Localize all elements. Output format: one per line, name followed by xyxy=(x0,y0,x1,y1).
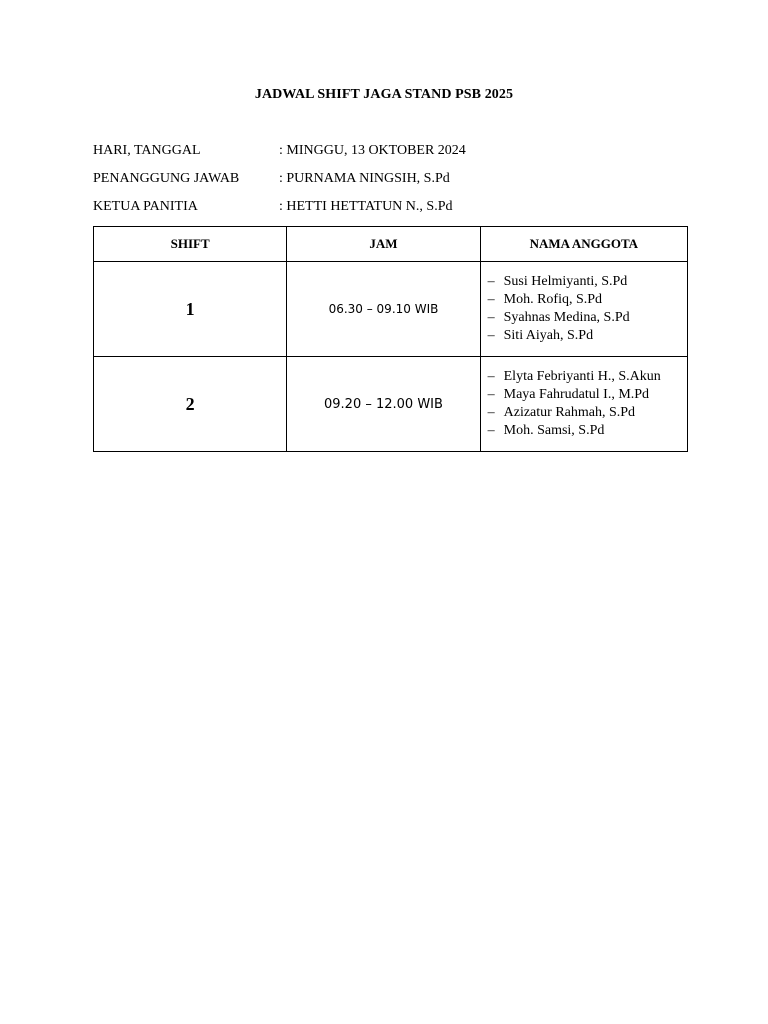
member-name: Azizatur Rahmah, S.Pd xyxy=(503,405,636,420)
shift-number: 2 xyxy=(94,357,287,452)
member-name: Siti Aiyah, S.Pd xyxy=(503,328,594,343)
list-item: – Siti Aiyah, S.Pd xyxy=(487,328,594,343)
member-name: Syahnas Medina, S.Pd xyxy=(503,310,630,325)
list-item: – Azizatur Rahmah, S.Pd xyxy=(487,405,636,420)
list-item: – Susi Helmiyanti, S.Pd xyxy=(487,274,628,289)
list-item: – Moh. Rofiq, S.Pd xyxy=(487,292,603,307)
table-row xyxy=(94,357,688,452)
header-jam: JAM xyxy=(287,227,480,262)
shift-number: 1 xyxy=(94,262,287,357)
table-row xyxy=(94,262,688,357)
member-name: Moh. Rofiq, S.Pd xyxy=(503,292,603,307)
meta-value: : HETTI HETTATUN N., S.Pd xyxy=(279,199,453,214)
member-list xyxy=(481,368,687,440)
list-item: – Syahnas Medina, S.Pd xyxy=(487,310,630,325)
table-header-row xyxy=(94,227,688,262)
shift-time: 06.30 – 09.10 WIB xyxy=(287,262,480,357)
list-item: – Elyta Febriyanti H., S.Akun xyxy=(487,369,661,384)
member-name: Susi Helmiyanti, S.Pd xyxy=(503,274,628,289)
header-nama-anggota: NAMA ANGGOTA xyxy=(480,227,687,262)
meta-label: HARI, TANGGAL xyxy=(93,143,201,158)
shift-time: 09.20 – 12.00 WIB xyxy=(287,357,480,452)
shift-table xyxy=(93,226,688,452)
list-item: – Maya Fahrudatul I., M.Pd xyxy=(487,387,650,402)
document-title: JADWAL SHIFT JAGA STAND PSB 2025 xyxy=(254,87,514,102)
meta-label: KETUA PANITIA xyxy=(93,199,198,214)
member-cell xyxy=(480,357,687,452)
header-shift: SHIFT xyxy=(94,227,287,262)
member-name: Maya Fahrudatul I., M.Pd xyxy=(503,387,650,402)
member-list xyxy=(481,273,687,345)
list-item: – Moh. Samsi, S.Pd xyxy=(487,423,605,438)
member-name: Elyta Febriyanti H., S.Akun xyxy=(503,369,661,384)
member-name: Moh. Samsi, S.Pd xyxy=(503,423,605,438)
meta-value: : PURNAMA NINGSIH, S.Pd xyxy=(279,171,450,186)
member-cell xyxy=(480,262,687,357)
meta-label: PENANGGUNG JAWAB xyxy=(93,171,240,186)
meta-value: : MINGGU, 13 OKTOBER 2024 xyxy=(279,143,466,158)
